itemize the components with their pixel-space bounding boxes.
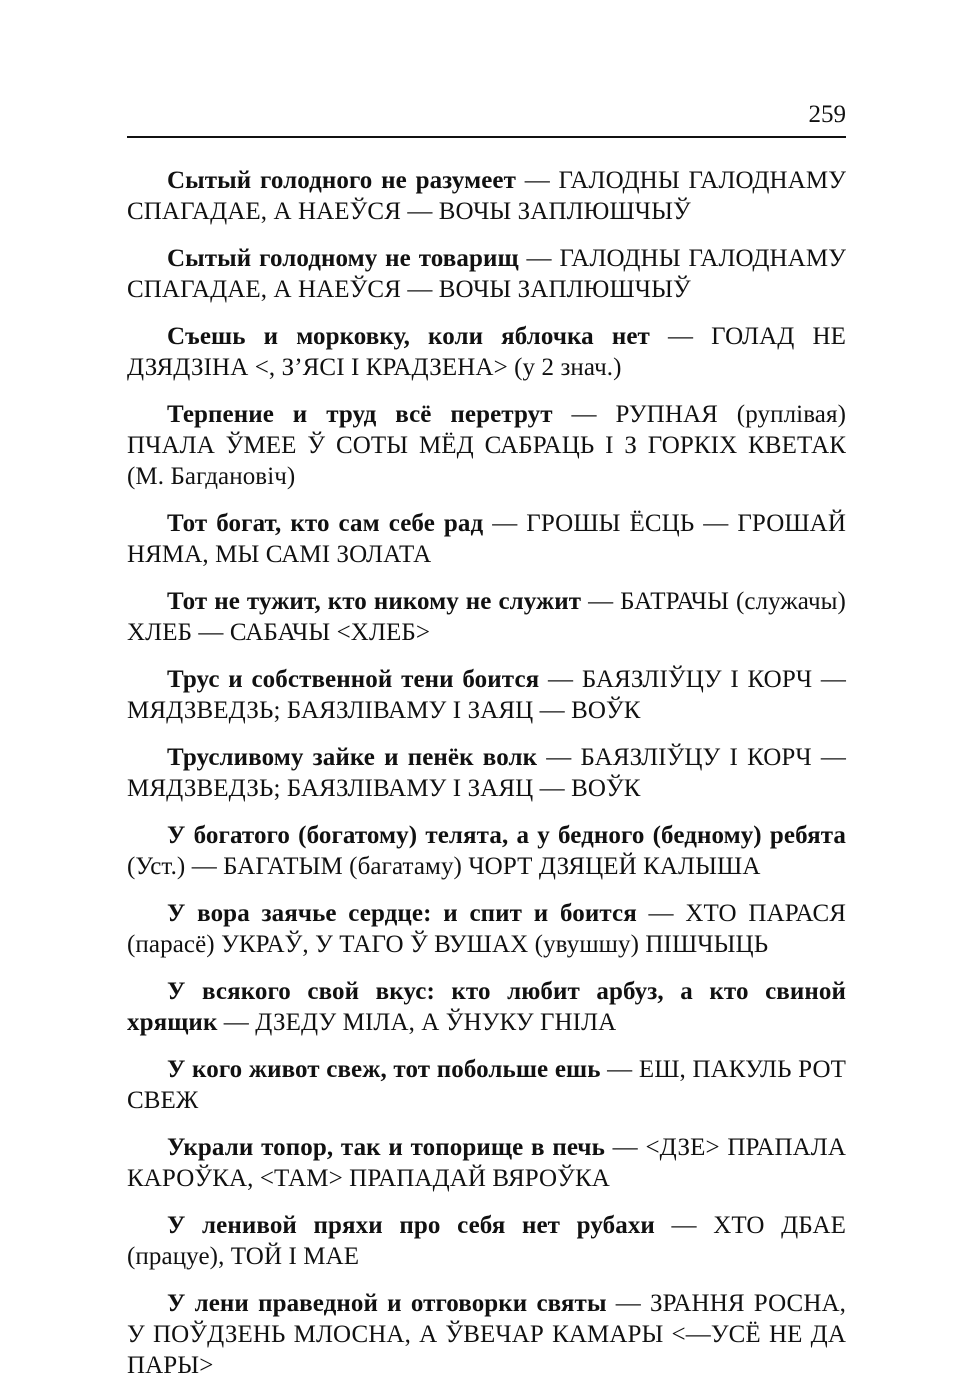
russian-proverb: Тот не тужит, кто никому не служит xyxy=(167,588,582,615)
russian-proverb: У всякого свой вкус: кто любит арбуз, а кто свиной хрящик xyxy=(127,978,846,1036)
page-number: 259 xyxy=(808,101,846,128)
proverb-entry xyxy=(127,586,846,648)
russian-proverb: Украли топор, так и топорище в печь xyxy=(167,1134,605,1161)
russian-proverb: Съешь и морковку, коли яблочка нет xyxy=(167,323,650,350)
proverb-entry xyxy=(127,820,846,882)
belarusian-equivalent: (Уст.) — БАГАТЫМ (багатаму) ЧОРТ ДЗЯЦЕЙ КАЛЫША xyxy=(127,853,761,880)
russian-proverb: Тот богат, кто сам себе рад xyxy=(167,510,484,537)
proverb-entry xyxy=(127,898,846,960)
proverb-entry xyxy=(127,321,846,383)
proverb-entry xyxy=(127,165,846,227)
belarusian-equivalent: — ЕШ, ПАКУЛЬ РОТ СВЕЖ xyxy=(127,1056,846,1114)
page-header xyxy=(127,100,846,138)
russian-proverb: У лени праведной и отговорки святы xyxy=(167,1290,607,1317)
proverb-entry xyxy=(127,399,846,492)
russian-proverb: Терпение и труд всё перетрут xyxy=(167,401,553,428)
proverb-entry xyxy=(127,1054,846,1116)
belarusian-equivalent: — ДЗЕДУ МІЛА, А ЎНУКУ ГНІЛА xyxy=(217,1009,617,1036)
russian-proverb: У кого живот свеж, тот побольше ешь xyxy=(167,1056,601,1083)
belarusian-equivalent: — ГРОШЫ ЁСЦЬ — ГРОШАЙ НЯМА, МЫ САМІ ЗОЛАТА xyxy=(127,510,846,568)
belarusian-equivalent: — ХТО ДБАЕ (працуе), ТОЙ І МАЕ xyxy=(127,1212,846,1270)
russian-proverb: Сытый голодному не товарищ xyxy=(167,245,519,272)
russian-proverb: Трус и собственной тени боится xyxy=(167,666,540,693)
proverb-entry xyxy=(127,976,846,1038)
russian-proverb: У богатого (богатому) телята, а у бедного (бедному) ребята xyxy=(167,822,846,849)
proverb-entry xyxy=(127,664,846,726)
proverb-entry xyxy=(127,742,846,804)
russian-proverb: У ленивой пряхи про себя нет рубахи xyxy=(167,1212,655,1239)
belarusian-equivalent: — ГАЛОДНЫ ГАЛОДНАМУ СПАГАДАЕ, А НАЕЎСЯ — ВОЧЫ ЗАПЛЮШЧЫЎ xyxy=(127,167,846,225)
belarusian-equivalent: — ГАЛОДНЫ ГАЛОДНАМУ СПАГАДАЕ, А НАЕЎСЯ — ВОЧЫ ЗАПЛЮШЧЫЎ xyxy=(127,245,846,303)
proverb-entry xyxy=(127,1288,846,1381)
belarusian-equivalent: — <ДЗЕ> ПРАПАЛА КАРОЎКА, <ТАМ> ПРАПАДАЙ ВЯРОЎКА xyxy=(127,1134,846,1192)
russian-proverb: У вора заячье сердце: и спит и боится xyxy=(167,900,637,927)
russian-proverb: Сытый голодного не разумеет xyxy=(167,167,516,194)
proverb-entry xyxy=(127,1210,846,1272)
proverb-entry xyxy=(127,1132,846,1194)
belarusian-equivalent: — ГОЛАД НЕ ДЗЯДЗІНА <, З’ЯСІ І КРАДЗЕНА> (у 2 знач.) xyxy=(127,323,846,381)
belarusian-equivalent: — ХТО ПАРАСЯ (парасё) УКРАЎ, У ТАГО Ў ВУШАХ (увушшу) ПІШЧЫЦЬ xyxy=(127,900,846,958)
belarusian-equivalent: — БАЯЗЛІЎЦУ І КОРЧ — МЯДЗВЕДЗЬ; БАЯЗЛІВАМУ І ЗАЯЦ — ВОЎК xyxy=(127,744,846,802)
belarusian-equivalent: — БАТРАЧЫ (служачы) ХЛЕБ — САБАЧЫ <ХЛЕБ> xyxy=(127,588,846,646)
belarusian-equivalent: — РУПНАЯ (руплівая) ПЧАЛА ЎМЕЕ Ў СОТЫ МЁД САБРАЦЬ І З ГОРКІХ КВЕТАК (М. Багдановіч) xyxy=(127,401,846,490)
belarusian-equivalent: — БАЯЗЛІЎЦУ І КОРЧ — МЯДЗВЕДЗЬ; БАЯЗЛІВАМУ І ЗАЯЦ — ВОЎК xyxy=(127,666,846,724)
proverb-entry xyxy=(127,508,846,570)
proverb-entry xyxy=(127,243,846,305)
proverb-list xyxy=(127,165,846,1397)
russian-proverb: Трусливому зайке и пенёк волк xyxy=(167,744,538,771)
belarusian-equivalent: — ЗРАННЯ РОСНА, У ПОЎДЗЕНЬ МЛОСНА, А ЎВЕЧАР КАМАРЫ <—УСЁ НЕ ДА ПАРЫ> xyxy=(127,1290,846,1379)
